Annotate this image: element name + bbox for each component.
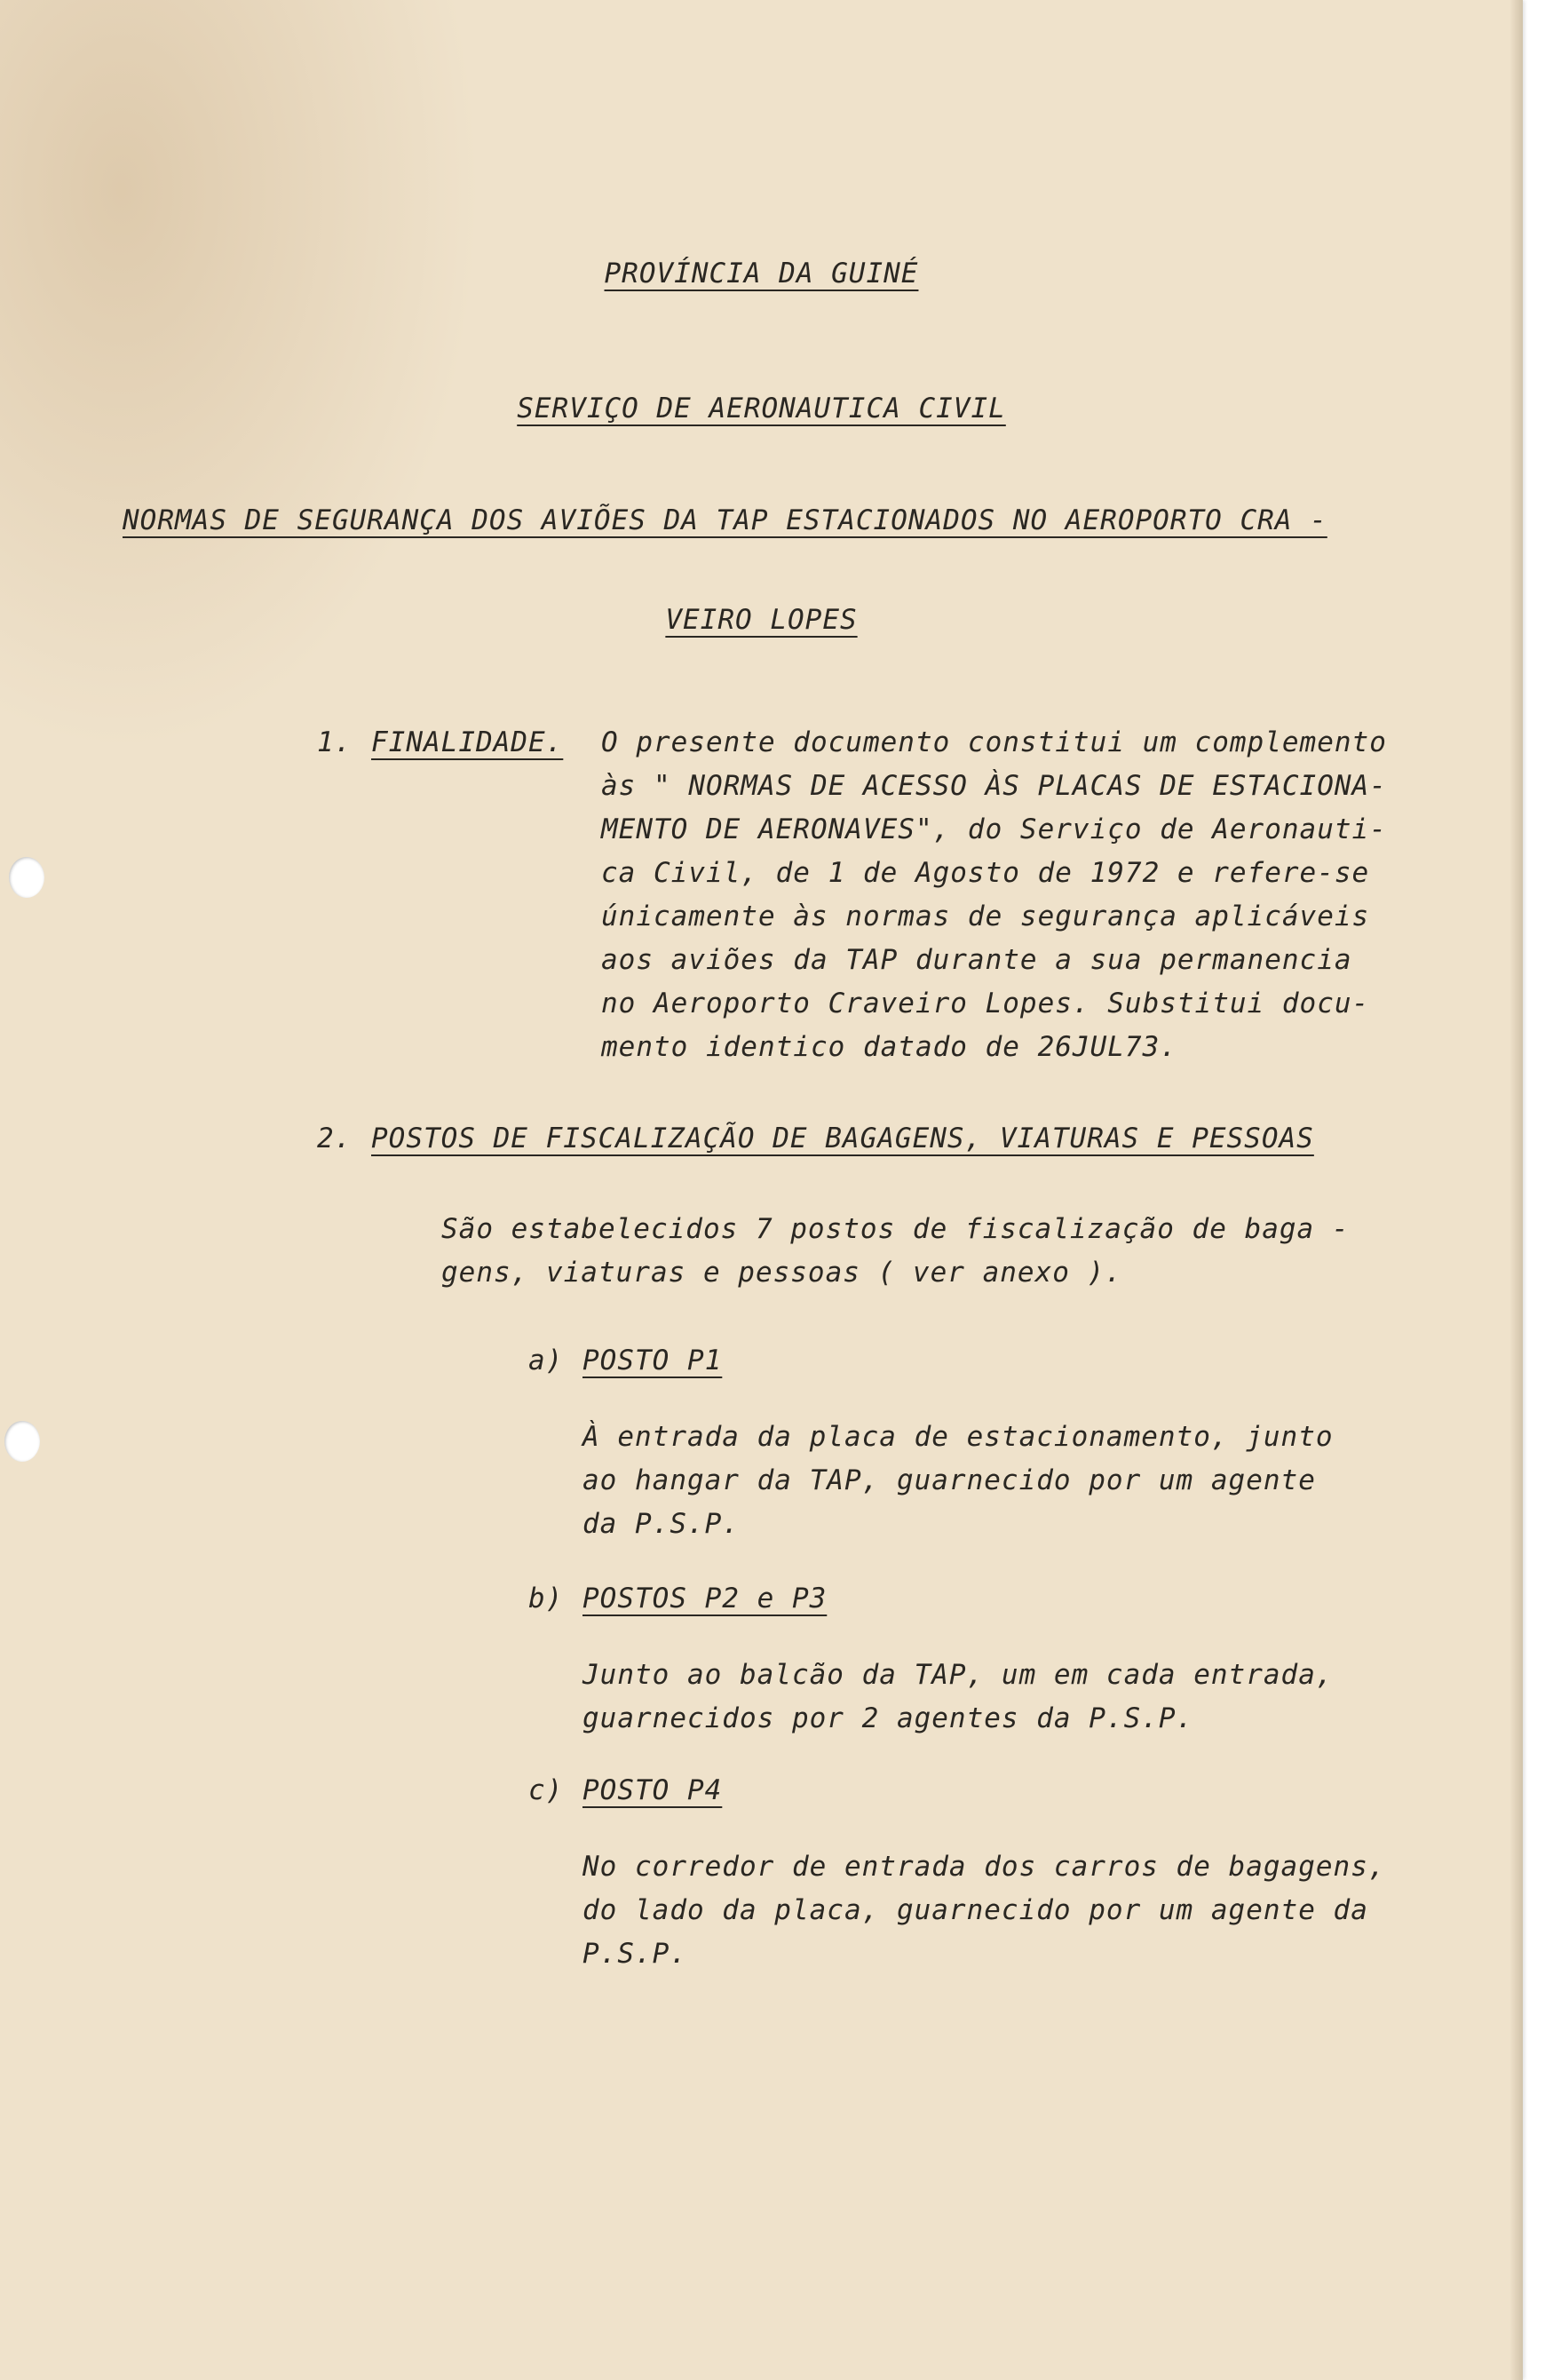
section2-intro-line: São estabelecidos 7 postos de fiscalização de baga - — [441, 1213, 1350, 1245]
section2-heading: POSTOS DE FISCALIZAÇÃO DE BAGAGENS, VIATURAS E PESSOAS — [371, 1123, 1314, 1154]
section1-line: MENTO DE AERONAVES", do Serviço de Aeronauti- — [601, 813, 1387, 845]
section1-heading: FINALIDADE. — [371, 726, 564, 758]
item-b-title: POSTOS P2 e P3 — [582, 1583, 828, 1614]
section1-line: O presente documento constitui um complemento — [601, 726, 1387, 758]
province-heading: PROVÍNCIA DA GUINÉ — [604, 258, 919, 290]
section2-intro-line: gens, viaturas e pessoas ( ver anexo ). — [441, 1257, 1122, 1289]
section1-number: 1. — [317, 726, 353, 758]
item-a-line: ao hangar da TAP, guarnecido por um agente — [582, 1464, 1316, 1496]
section1-line: ca Civil, de 1 de Agosto de 1972 e refere-se — [601, 857, 1370, 889]
section2-number: 2. — [317, 1123, 353, 1154]
item-a-title: POSTO P1 — [582, 1345, 723, 1376]
document-title-line1: NORMAS DE SEGURANÇA DOS AVIÕES DA TAP ESTACIONADOS NO AEROPORTO CRA - — [123, 504, 1327, 536]
item-b-line: guarnecidos por 2 agentes da P.S.P. — [582, 1702, 1194, 1734]
document-title-line2: VEIRO LOPES — [665, 604, 858, 636]
item-c-title: POSTO P4 — [582, 1774, 723, 1806]
service-heading: SERVIÇO DE AERONAUTICA CIVIL — [517, 393, 1006, 424]
item-a-marker: a) — [528, 1345, 564, 1376]
item-a-line: À entrada da placa de estacionamento, junto — [582, 1421, 1334, 1453]
section1-line: aos aviões da TAP durante a sua permanencia — [601, 944, 1352, 976]
item-c-line: P.S.P. — [582, 1938, 687, 1970]
item-b-line: Junto ao balcão da TAP, um em cada entrada, — [582, 1659, 1334, 1691]
item-c-line: No corredor de entrada dos carros de bagagens, — [582, 1851, 1386, 1883]
item-c-marker: c) — [528, 1774, 564, 1806]
item-a-line: da P.S.P. — [582, 1508, 740, 1540]
section1-line: mento identico datado de 26JUL73. — [601, 1031, 1177, 1063]
item-c-line: do lado da placa, guarnecido por um agente da — [582, 1894, 1368, 1926]
section1-line: no Aeroporto Craveiro Lopes. Substitui docu- — [601, 988, 1370, 1019]
punch-hole-upper — [9, 857, 44, 898]
punch-hole-lower — [4, 1421, 40, 1462]
section1-line: únicamente às normas de segurança aplicáveis — [601, 900, 1370, 932]
item-b-marker: b) — [528, 1583, 564, 1614]
page-edge-shadow — [1509, 0, 1523, 2380]
section1-line: às " NORMAS DE ACESSO ÀS PLACAS DE ESTACIONA- — [601, 770, 1387, 802]
